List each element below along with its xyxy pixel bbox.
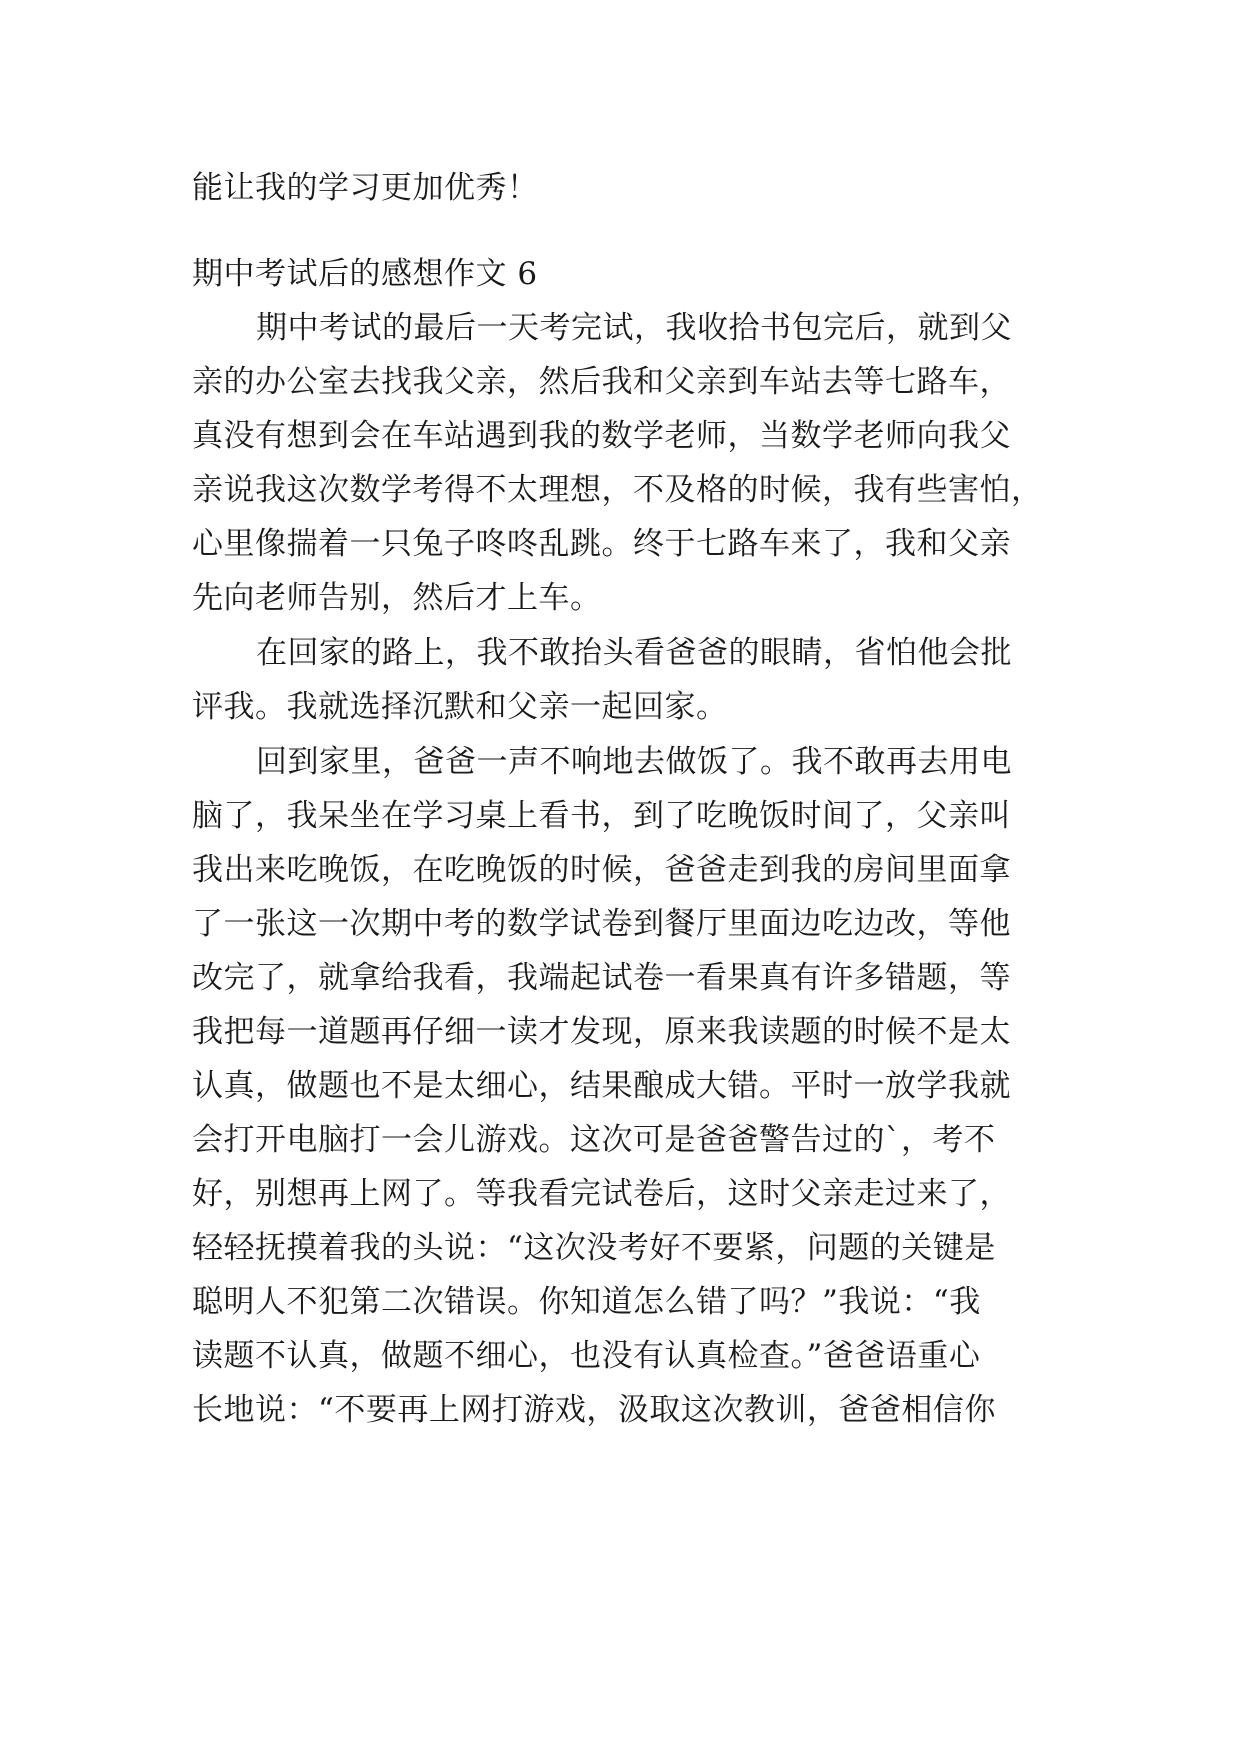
text-line: 评我。我就选择沉默和父亲一起回家。: [192, 689, 728, 725]
text-line: 我出来吃晚饭，在吃晚饭的时候，爸爸走到我的房间里面拿: [192, 852, 1011, 888]
text-line: 亲的办公室去找我父亲，然后我和父亲到车站去等七路车，: [192, 364, 1011, 400]
text-line: 能让我的学习更加优秀！: [192, 170, 539, 206]
text-line: 真没有想到会在车站遇到我的数学老师，当数学老师向我父: [192, 418, 1011, 454]
text-line: 心里像揣着一只兔子咚咚乱跳。终于七路车来了，我和父亲: [192, 526, 1011, 562]
text-line: 会打开电脑打一会儿游戏。这次可是爸爸警告过的`，考不: [192, 1122, 996, 1158]
text-line: 脑了，我呆坐在学习桌上看书，到了吃晚饭时间了，父亲叫: [192, 798, 1011, 834]
text-line: 在回家的路上，我不敢抬头看爸爸的眼睛，省怕他会批: [256, 635, 1012, 671]
text-line: 我把每一道题再仔细一读才发现，原来我读题的时候不是太: [192, 1014, 1011, 1050]
text-line: 轻轻抚摸着我的头说：“这次没考好不要紧，问题的关键是: [192, 1230, 996, 1266]
text-line: 好，别想再上网了。等我看完试卷后，这时父亲走过来了，: [192, 1176, 1011, 1212]
text-line: 先向老师告别，然后才上车。: [192, 580, 602, 616]
text-line: 读题不认真，做题不细心，也没有认真检查。”爸爸语重心: [192, 1338, 981, 1374]
section-title: 期中考试后的感想作文 6: [192, 256, 538, 292]
text-line: 回到家里，爸爸一声不响地去做饭了。我不敢再去用电: [256, 744, 1012, 780]
text-line: 改完了，就拿给我看，我端起试卷一看果真有许多错题，等: [192, 960, 1011, 996]
text-line: 认真，做题也不是太细心，结果酿成大错。平时一放学我就: [192, 1068, 1011, 1104]
text-line: 长地说：“不要再上网打游戏，汲取这次教训，爸爸相信你: [192, 1392, 996, 1428]
text-line: 聪明人不犯第二次错误。你知道怎么错了吗？”我说：“我: [192, 1284, 981, 1320]
text-line: 亲说我这次数学考得不太理想，不及格的时候，我有些害怕，: [192, 472, 1043, 508]
text-line: 了一张这一次期中考的数学试卷到餐厅里面边吃边改，等他: [192, 906, 1011, 942]
text-line: 期中考试的最后一天考完试，我收拾书包完后，就到父: [256, 310, 1012, 346]
